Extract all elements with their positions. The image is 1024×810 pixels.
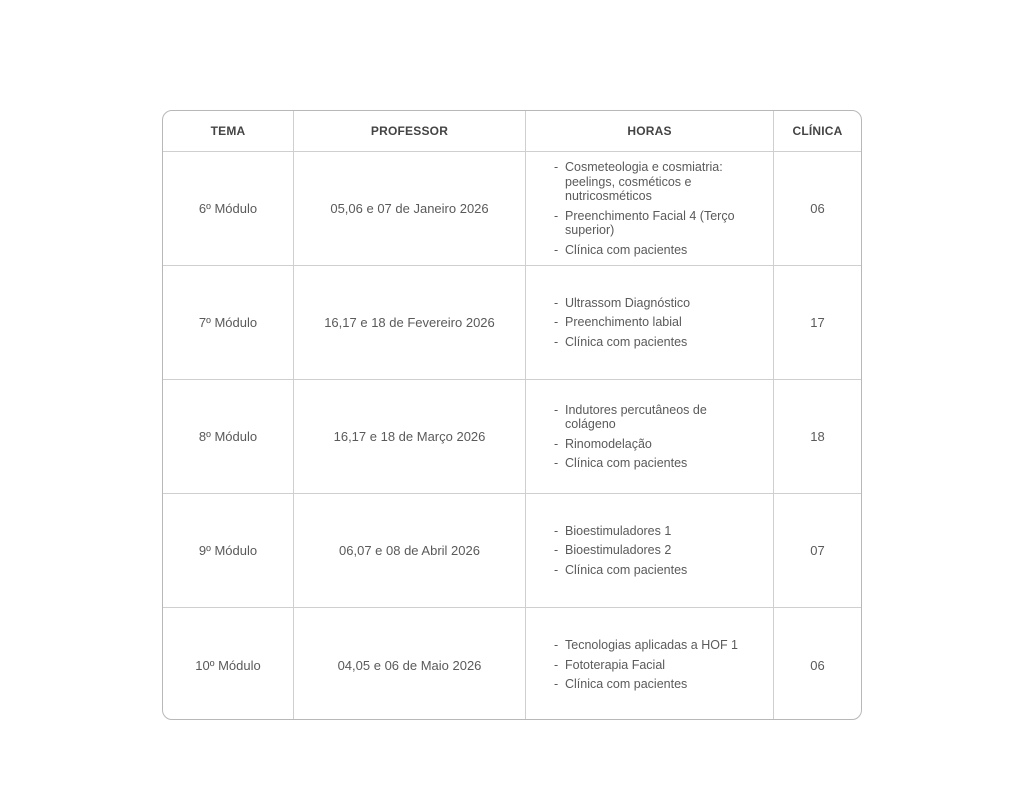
clinica-cell: 06 [810,201,825,216]
professor-cell: 16,17 e 18 de Fevereiro 2026 [294,266,526,379]
table-row [163,608,861,720]
topic-item: - Cosmeteologia e cosmiatria: peelings, cosméticos e nutricosméticos [554,160,755,204]
table-row [163,152,861,266]
topic-item: - Tecnologias aplicadas a HOF 1 [554,638,755,653]
topic-item: - Clínica com pacientes [554,335,755,350]
horas-cell [526,380,774,493]
tema-cell: 7º Módulo [163,266,294,379]
topic-item: - Indutores percutâneos de colágeno [554,403,755,432]
horas-cell [526,152,774,265]
professor-cell: 05,06 e 07 de Janeiro 2026 [294,152,526,265]
topic-list [554,398,755,476]
topic-item: - Preenchimento labial [554,315,755,330]
tema-cell: 9º Módulo [163,494,294,607]
topic-list [554,291,755,355]
topic-list [554,519,755,583]
topic-item: - Clínica com pacientes [554,677,755,692]
header-horas: HORAS [526,111,774,151]
table-row [163,380,861,494]
topic-item: - Fototerapia Facial [554,658,755,673]
professor-cell: 06,07 e 08 de Abril 2026 [294,494,526,607]
professor-cell: 16,17 e 18 de Março 2026 [294,380,526,493]
table-header-row [163,111,861,152]
table-row [163,494,861,608]
topic-item: - Clínica com pacientes [554,563,755,578]
tema-cell: 10º Módulo [163,608,294,720]
professor-cell: 04,05 e 06 de Maio 2026 [294,608,526,720]
topic-item: - Ultrassom Diagnóstico [554,296,755,311]
module-schedule-table [162,110,862,720]
topic-item: - Bioestimuladores 2 [554,543,755,558]
clinica-cell: 07 [810,543,825,558]
clinica-cell: 18 [810,429,825,444]
topic-item: - Rinomodelação [554,437,755,452]
topic-item: - Clínica com pacientes [554,456,755,471]
header-clinica: CLÍNICA [792,124,843,138]
header-professor: PROFESSOR [294,111,526,151]
table-row [163,266,861,380]
tema-cell: 6º Módulo [163,152,294,265]
horas-cell [526,494,774,607]
horas-cell [526,266,774,379]
tema-cell: 8º Módulo [163,380,294,493]
topic-list [554,633,755,697]
clinica-cell: 17 [810,315,825,330]
topic-item: - Bioestimuladores 1 [554,524,755,539]
header-tema: TEMA [163,111,294,151]
horas-cell [526,608,774,720]
topic-item: - Preenchimento Facial 4 (Terço superior) [554,209,755,238]
clinica-cell: 06 [810,657,825,673]
topic-item: - Clínica com pacientes [554,243,755,258]
topic-list [554,155,755,262]
